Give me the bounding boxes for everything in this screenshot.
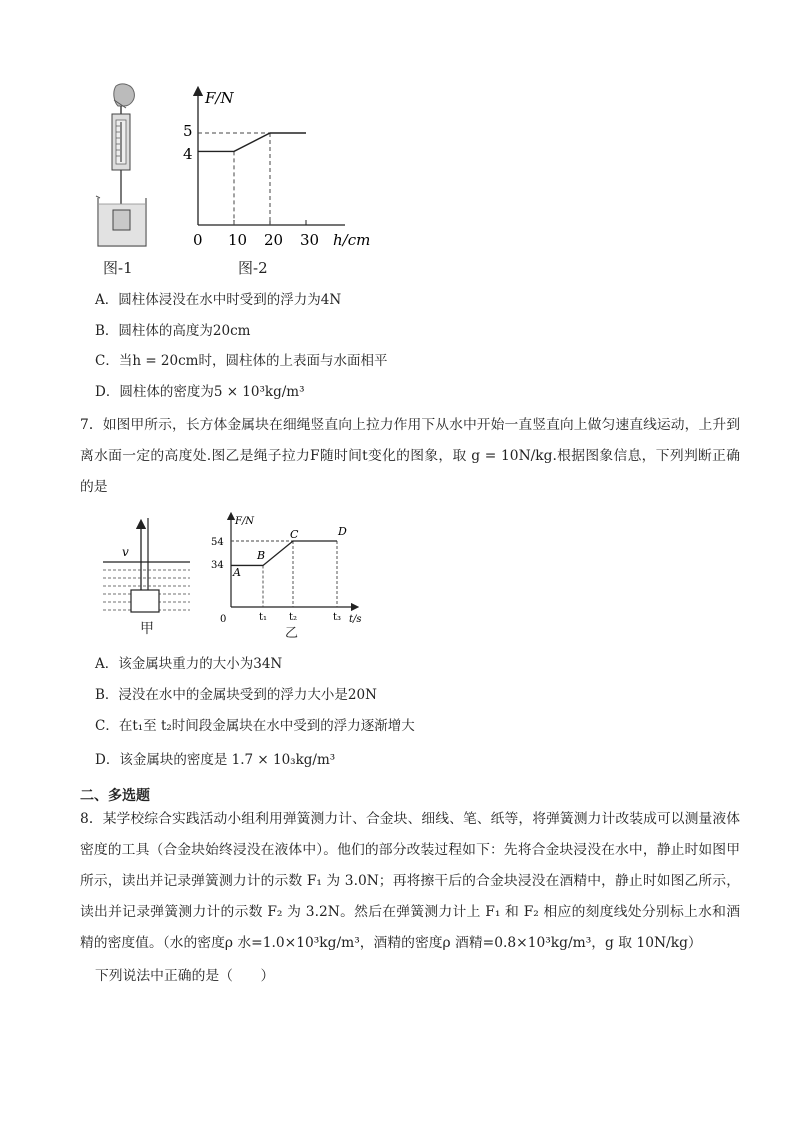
- figure-2-x-tick-20: 20: [264, 231, 284, 249]
- q7-figure-yi-chart: [205, 512, 375, 637]
- q6-option-d: D．圆柱体的密度为5 × 10³kg/m³: [95, 384, 305, 400]
- figure-2-chart: [175, 85, 375, 255]
- q7-figure-yi-caption: 乙: [285, 626, 299, 641]
- q7-chart-series-line: [231, 541, 337, 565]
- q7-chart-y-label: F/N: [235, 516, 255, 527]
- figure-2-series-line: [198, 133, 306, 151]
- q7-option-a: A．该金属块重力的大小为34N: [95, 656, 283, 672]
- q7-option-d: D．该金属块的密度是 1.7 × 10₃kg/m³: [95, 752, 336, 768]
- figure-2-x-tick-0: 0: [193, 231, 203, 249]
- q6-option-c: C．当h = 20cm时，圆柱体的上表面与水面相平: [95, 353, 388, 369]
- q7-option-b: B．浸没在水中的金属块受到的浮力大小是20N: [95, 687, 377, 703]
- q6-option-a: A．圆柱体浸没在水中时受到的浮力为4N: [95, 292, 342, 308]
- section-2-heading: 二、多选题: [80, 788, 150, 804]
- figure-2-x-tick-30: 30: [300, 231, 320, 249]
- q7-figure-jia-caption: 甲: [140, 621, 154, 637]
- q7-point-d: D: [338, 525, 347, 538]
- q7-option-c: C．在t₁至 t₂时间段金属块在水中受到的浮力逐渐增大: [95, 718, 415, 734]
- q7-point-b: B: [257, 549, 266, 562]
- q7-stem: 7．如图甲所示，长方体金属块在细绳竖直向上拉力作用下从水中开始一直竖直向上做匀速直线运动，上升到离水面一定的高度处.图乙是绳子拉力F随时间t变化的图象，取 g = 10N/kg.根据图象信息，下列判断正确的是: [80, 417, 740, 495]
- q7-chart-x-tick-0: 0: [220, 614, 227, 625]
- q8-stem: 8．某学校综合实践活动小组利用弹簧测力计、合金块、细线、笔、纸等，将弹簧测力计改装成可以测量液体密度的工具（合金块始终浸没在液体中）。他们的部分改装过程如下：先将合金块浸没在水中，静止时如图甲所示，读出并记录弹簧测力计的示数 F₁ 为 3.0N；再将擦干后的合金块浸没在酒精中，静止时如图乙所示，读出并记录弹簧测力计的示数 F₂ 为 3.2N。然后在弹簧测力计上 F₁ 和 F₂ 相应的刻度线处分别标上水和酒精的密度值。（水的密度ρ 水=1.0×10³kg/m³，酒精的密度ρ 酒精=0.8×10³kg/m³，g 取 10N/kg）: [80, 811, 740, 951]
- figure-2-x-label: h/cm: [333, 231, 371, 249]
- figure-2-x-tick-10: 10: [228, 231, 248, 249]
- q7-chart-y-tick-54: 54: [211, 537, 224, 548]
- q7-chart-x-tick-t1: t₁: [259, 612, 268, 623]
- figure-1-spring-scale: [88, 82, 158, 252]
- figure-2-caption: 图-2: [238, 259, 268, 277]
- q7-figure-jia: [100, 518, 195, 618]
- q7-point-a: A: [233, 566, 241, 579]
- q7-chart-y-tick-34: 34: [211, 560, 224, 571]
- q7-point-c: C: [290, 528, 299, 541]
- q7-chart-x-tick-t2: t₂: [289, 612, 298, 623]
- q7-chart-x-tick-t3: t₃: [333, 612, 342, 623]
- figure-2-y-label: F/N: [205, 89, 234, 107]
- q6-option-b: B．圆柱体的高度为20cm: [95, 323, 251, 339]
- figure-2-y-tick-4: 4: [183, 145, 193, 163]
- figure-1-caption: 图-1: [103, 259, 133, 277]
- q7-v-label: v: [122, 545, 129, 559]
- q8-question: 下列说法中正确的是（ ）: [95, 968, 275, 984]
- figure-2-y-tick-5: 5: [183, 122, 193, 140]
- q7-chart-x-label: t/s: [349, 614, 362, 625]
